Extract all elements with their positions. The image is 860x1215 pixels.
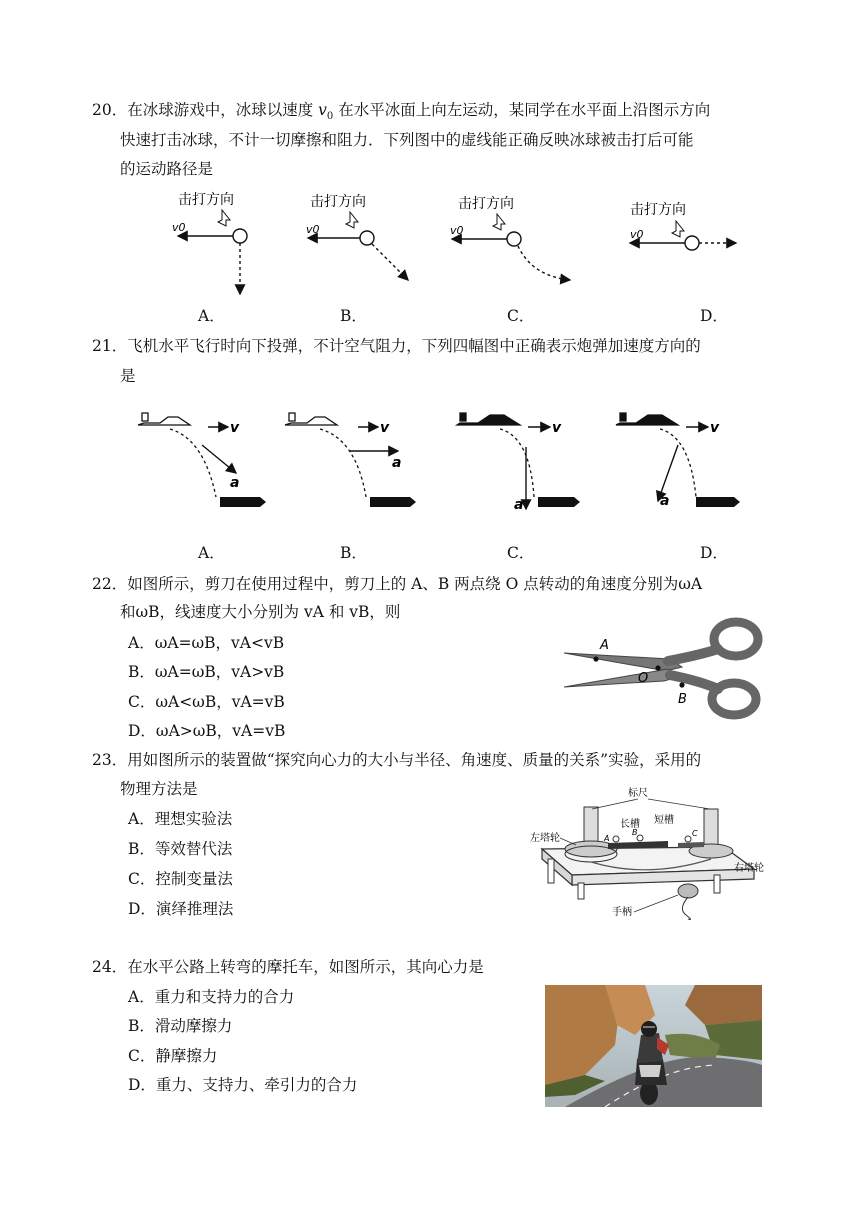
q20-diagram-b [306, 193, 408, 280]
apparatus-label-a: A [604, 834, 610, 843]
apparatus-label-short-slot: 短槽 [654, 815, 674, 826]
q20-d-hit-label: 击打方向 [630, 202, 686, 218]
q22-line1: 22．如图所示，剪刀在使用过程中，剪刀上的 A、B 两点绕 O 点转动的角速度分别为ωA [92, 575, 703, 593]
q20-c-v0: v0 [450, 224, 464, 237]
q21-option-b[interactable]: B． [340, 544, 367, 562]
q24-line1: 24．在水平公路上转弯的摩托车，如图所示，其向心力是 [92, 958, 484, 976]
q24-option-c[interactable]: C．静摩擦力 [128, 1047, 218, 1065]
q21-line1: 21．飞机水平飞行时向下投弹，不计空气阻力，下列四幅图中正确表示炮弹加速度方向的 [92, 337, 701, 355]
q23-line1: 23．用如图所示的装置做“探究向心力的大小与半径、角速度、质量的关系”实验，采用的 [92, 751, 702, 769]
q23-option-c[interactable]: C．控制变量法 [128, 870, 233, 888]
motorcycle-photo [545, 985, 762, 1107]
q20-option-d[interactable]: D． [700, 307, 728, 325]
scissors-label-b: B [678, 692, 687, 707]
q23-option-a[interactable]: A．理想实验法 [128, 810, 233, 828]
q23-option-d[interactable]: D．演绎推理法 [128, 900, 234, 918]
q23-line2: 物理方法是 [120, 780, 198, 798]
q22-line2: 和ωB，线速度大小分别为 vA 和 vB，则 [120, 603, 401, 621]
q24-option-a[interactable]: A．重力和支持力的合力 [128, 988, 295, 1006]
q21-diagram-b [285, 413, 416, 507]
q21-a-a: a [230, 475, 240, 491]
scissors-label-a: A [600, 638, 609, 653]
q20-diagram-d [630, 201, 736, 250]
q20-option-a[interactable]: A． [198, 307, 225, 325]
q21-c-v: v [552, 420, 562, 436]
q22-option-d[interactable]: D．ωA>ωB，vA=vB [128, 722, 286, 740]
q23-option-b[interactable]: B．等效替代法 [128, 840, 233, 858]
q22-option-a[interactable]: A．ωA=ωB，vA<vB [128, 634, 285, 652]
q21-option-d[interactable]: D． [700, 544, 728, 562]
scissors-figure [560, 615, 765, 720]
apparatus-label-left-wheel: 左塔轮 [530, 833, 560, 844]
q21-d-v: v [710, 420, 720, 436]
q20-diagram-a [172, 191, 247, 294]
q21-b-a: a [392, 455, 402, 471]
q21-option-a[interactable]: A． [198, 544, 225, 562]
q20-diagrams [160, 186, 760, 306]
q20-option-b[interactable]: B． [340, 307, 367, 325]
q21-diagram-c [457, 413, 580, 513]
q21-line2: 是 [120, 367, 136, 385]
q20-b-v0: v0 [306, 223, 320, 236]
apparatus-label-ruler: 标尺 [628, 788, 648, 799]
centripetal-apparatus-figure [528, 783, 778, 923]
q21-b-v: v [380, 420, 390, 436]
apparatus-label-right-wheel: 右塔轮 [734, 863, 764, 874]
q21-c-a: a [514, 497, 524, 513]
apparatus-label-b: B [632, 828, 638, 837]
q20-c-hit-label: 击打方向 [458, 196, 514, 212]
q20-line2: 快速打击冰球，不计一切摩擦和阻力．下列图中的虚线能正确反映冰球被击打后可能 [120, 131, 694, 149]
q21-diagram-a [138, 413, 266, 507]
apparatus-label-long-slot: 长槽 [620, 819, 640, 830]
q20-d-v0: v0 [630, 228, 644, 241]
q21-diagrams [130, 405, 750, 525]
q20-diagram-c [450, 195, 570, 280]
q20-line3: 的运动路径是 [120, 160, 214, 178]
q22-option-c[interactable]: C．ωA<ωB，vA=vB [128, 693, 285, 711]
q24-option-d[interactable]: D．重力、支持力、牵引力的合力 [128, 1076, 358, 1094]
q21-d-a: a [660, 493, 670, 509]
q20-a-v0: v0 [172, 221, 186, 234]
q21-a-v: v [230, 420, 240, 436]
apparatus-label-handle: 手柄 [612, 907, 632, 918]
q21-option-c[interactable]: C． [507, 544, 535, 562]
q20-option-c[interactable]: C． [507, 307, 535, 325]
q20-a-hit-label: 击打方向 [178, 192, 234, 208]
q20-line1: 20．在冰球游戏中，冰球以速度 $v_0$ 在水平冰面上向左运动，某同学在水平面上沿图示方向 [92, 101, 711, 123]
q20-b-hit-label: 击打方向 [310, 194, 366, 210]
scissors-label-o: O [638, 671, 649, 686]
q24-option-b[interactable]: B．滑动摩擦力 [128, 1017, 233, 1035]
q22-option-b[interactable]: B．ωA=ωB，vA>vB [128, 663, 285, 681]
q21-diagram-d [616, 413, 740, 509]
apparatus-label-c: C [692, 829, 698, 838]
